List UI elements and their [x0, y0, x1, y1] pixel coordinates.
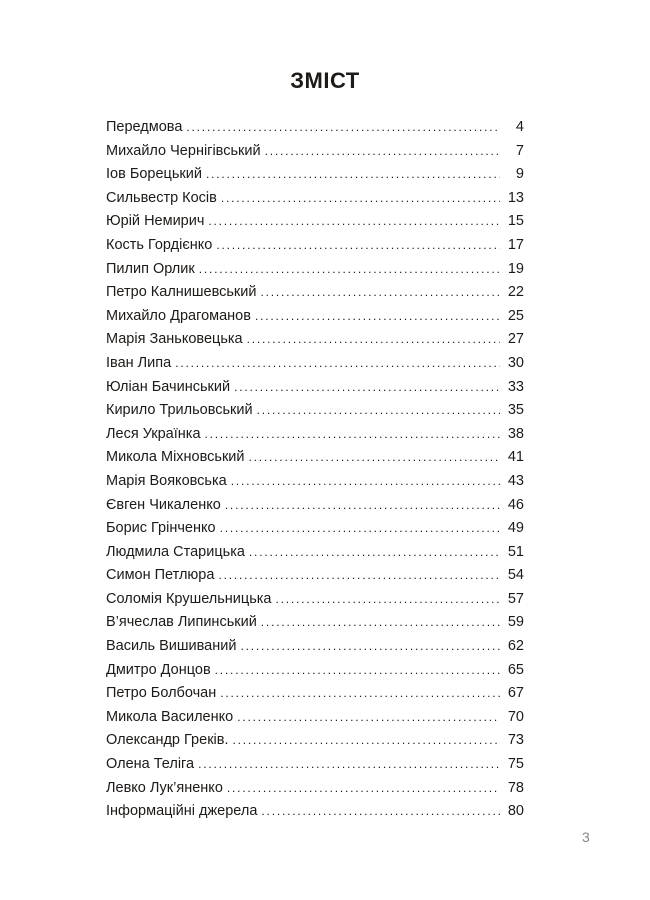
dot-leader — [186, 116, 500, 140]
page-number: 3 — [582, 829, 590, 845]
toc-entry — [106, 281, 524, 305]
dot-leader — [237, 706, 500, 730]
toc-entry-page: 73 — [507, 732, 524, 749]
toc-entry — [106, 116, 524, 140]
toc-entry-page: 27 — [507, 331, 524, 348]
dot-leader — [221, 187, 500, 211]
toc-entry-title: Микола Василенко — [106, 708, 234, 725]
toc-entry-page: 41 — [507, 449, 524, 466]
dot-leader — [276, 588, 501, 612]
toc-entry-title: Олександр Греків. — [106, 732, 229, 749]
toc-entry — [106, 541, 524, 565]
toc-entry-title: Інформаційні джерела — [106, 803, 258, 820]
toc-entry-title: Дмитро Донцов — [106, 661, 211, 678]
toc-entry-title: Сильвестр Косів — [106, 189, 217, 206]
toc-entry-page: 22 — [507, 284, 524, 301]
toc-entry — [106, 399, 524, 423]
dot-leader — [216, 234, 500, 258]
dot-leader — [260, 281, 500, 305]
toc-entry-page: 62 — [507, 638, 524, 655]
dot-leader — [257, 399, 500, 423]
dot-leader — [234, 376, 500, 400]
toc-entry-title: Пилип Орлик — [106, 260, 195, 277]
dot-leader — [208, 210, 500, 234]
toc-entry-title: Микола Міхновський — [106, 449, 245, 466]
dot-leader — [231, 470, 500, 494]
toc-entry — [106, 611, 524, 635]
toc-entry-page: 4 — [515, 119, 524, 135]
dot-leader — [265, 140, 500, 164]
toc-entry-page: 49 — [507, 520, 524, 537]
dot-leader — [220, 682, 500, 706]
toc-entry-title: Петро Калнишевський — [106, 284, 257, 301]
dot-leader — [227, 777, 500, 801]
table-of-contents — [106, 116, 524, 824]
toc-entry-title: В’ячеслав Липинський — [106, 614, 257, 631]
toc-entry — [106, 494, 524, 518]
toc-entry-title: Кирило Трильовський — [106, 402, 253, 419]
toc-entry — [106, 729, 524, 753]
toc-entry — [106, 588, 524, 612]
toc-entry — [106, 352, 524, 376]
dot-leader — [247, 328, 500, 352]
toc-entry-page: 78 — [507, 779, 524, 796]
toc-entry-page: 30 — [507, 354, 524, 371]
toc-entry-title: Симон Петлюра — [106, 567, 215, 584]
toc-entry — [106, 187, 524, 211]
toc-entry-title: Соломія Крушельницька — [106, 590, 272, 607]
toc-entry-page: 25 — [507, 307, 524, 324]
dot-leader — [233, 729, 501, 753]
toc-entry-title: Олена Теліга — [106, 756, 195, 773]
toc-entry-page: 17 — [507, 236, 524, 253]
toc-entry — [106, 682, 524, 706]
toc-entry-title: Юліан Бачинський — [106, 378, 231, 395]
toc-entry — [106, 446, 524, 470]
toc-entry — [106, 659, 524, 683]
toc-entry-page: 75 — [507, 756, 524, 773]
toc-entry-page: 54 — [507, 567, 524, 584]
toc-entry-page: 15 — [507, 213, 524, 230]
dot-leader — [220, 517, 500, 541]
toc-entry-title: Леся Українка — [106, 425, 201, 442]
dot-leader — [240, 635, 500, 659]
toc-entry-page: 43 — [507, 472, 524, 489]
toc-entry-title: Марія Заньковецька — [106, 331, 243, 348]
toc-entry-title: Михайло Драгоманов — [106, 307, 251, 324]
toc-entry — [106, 753, 524, 777]
dot-leader — [249, 446, 501, 470]
dot-leader — [215, 659, 500, 683]
toc-entry-title: Кость Гордієнко — [106, 236, 213, 253]
toc-entry — [106, 470, 524, 494]
toc-entry-page: 57 — [507, 590, 524, 607]
toc-entry — [106, 777, 524, 801]
toc-entry — [106, 517, 524, 541]
toc-entry-title: Юрій Немирич — [106, 213, 205, 230]
toc-entry-title: Михайло Чернігівський — [106, 142, 261, 159]
toc-entry-title: Євген Чикаленко — [106, 496, 221, 513]
toc-entry-title: Іван Липа — [106, 354, 172, 371]
toc-entry-page: 19 — [507, 260, 524, 277]
toc-entry-page: 33 — [507, 378, 524, 395]
toc-entry — [106, 564, 524, 588]
toc-entry-page: 35 — [507, 402, 524, 419]
toc-entry — [106, 140, 524, 164]
toc-entry-title: Марія Вояковська — [106, 472, 227, 489]
toc-entry-title: Петро Болбочан — [106, 685, 217, 702]
dot-leader — [198, 753, 500, 777]
toc-entry-title: Передмова — [106, 119, 183, 135]
dot-leader — [255, 305, 500, 329]
toc-entry-page: 38 — [507, 425, 524, 442]
toc-entry-title: Людмила Старицька — [106, 543, 245, 560]
toc-entry — [106, 706, 524, 730]
toc-entry — [106, 163, 524, 187]
dot-leader — [205, 423, 500, 447]
toc-entry — [106, 258, 524, 282]
dot-leader — [249, 541, 500, 565]
toc-entry-page: 65 — [507, 661, 524, 678]
toc-entry — [106, 210, 524, 234]
dot-leader — [175, 352, 500, 376]
dot-leader — [225, 494, 500, 518]
toc-entry-page: 46 — [507, 496, 524, 513]
toc-entry — [106, 423, 524, 447]
toc-entry-page: 70 — [507, 708, 524, 725]
toc-entry — [106, 305, 524, 329]
toc-entry-page: 67 — [507, 685, 524, 702]
toc-entry — [106, 376, 524, 400]
dot-leader — [261, 611, 500, 635]
toc-entry-title: Левко Лук’яненко — [106, 779, 223, 796]
toc-entry-page: 9 — [515, 166, 524, 183]
toc-entry-title: Борис Грінченко — [106, 520, 216, 537]
toc-entry-page: 7 — [515, 142, 524, 159]
toc-entry — [106, 800, 524, 824]
toc-entry — [106, 328, 524, 352]
dot-leader — [206, 163, 500, 187]
dot-leader — [261, 800, 500, 824]
dot-leader — [199, 258, 500, 282]
toc-entry-page: 51 — [507, 543, 524, 560]
dot-leader — [218, 564, 500, 588]
page-title: ЗМІСТ — [290, 68, 360, 93]
toc-entry-page: 80 — [507, 803, 524, 820]
toc-entry — [106, 234, 524, 258]
toc-entry-title: Іов Борецький — [106, 166, 202, 183]
toc-entry-page: 13 — [507, 189, 524, 206]
toc-entry-page: 59 — [507, 614, 524, 631]
toc-entry — [106, 635, 524, 659]
toc-entry-title: Василь Вишиваний — [106, 638, 237, 655]
